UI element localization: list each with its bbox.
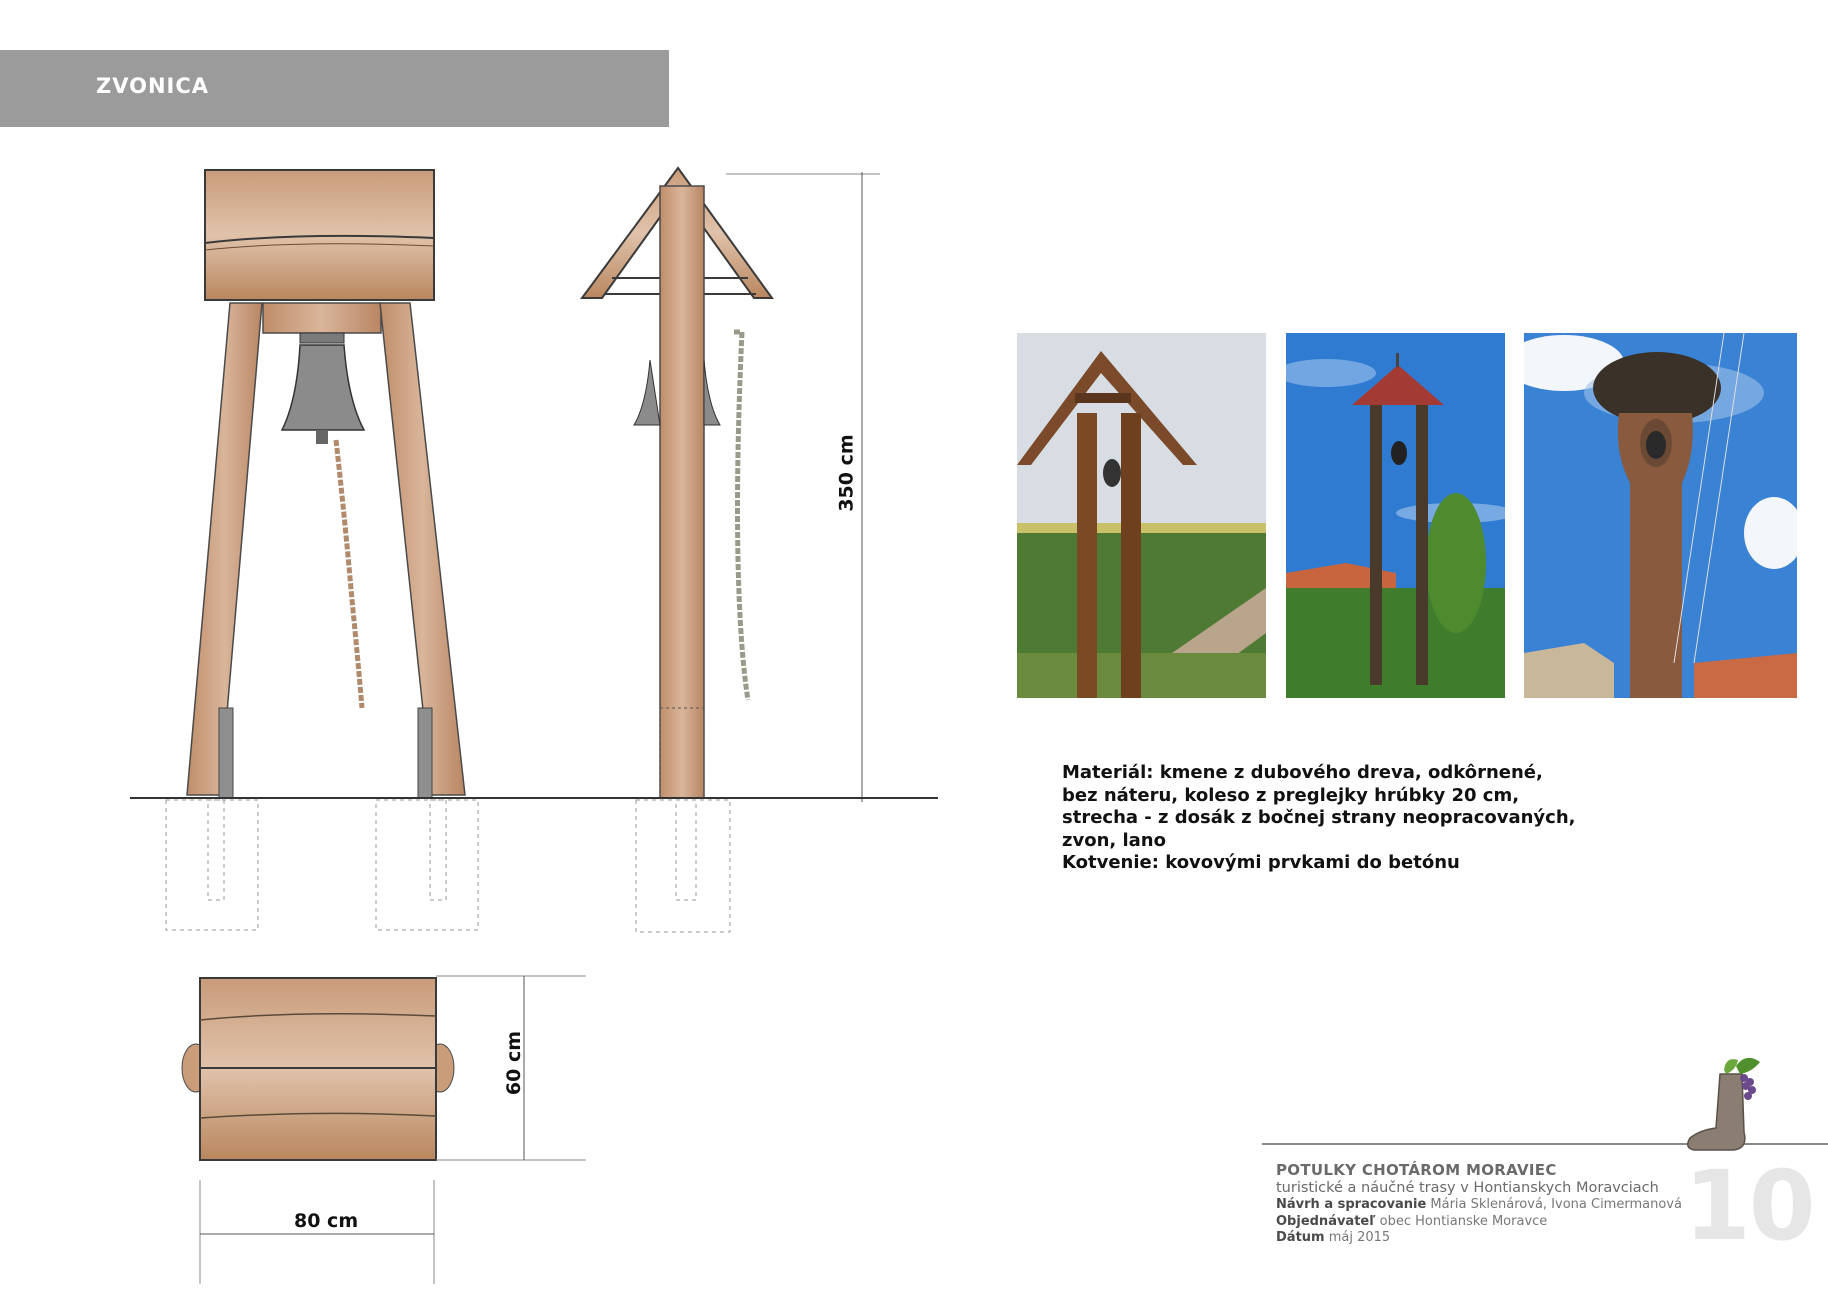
photo-round-roof-bell-tower <box>1524 333 1797 698</box>
width-dimension: 80 cm <box>294 1210 359 1232</box>
material-line: strecha - z dosák z bočnej strany neopracovaných, <box>1062 807 1576 828</box>
photo-village-bell-tower <box>1286 333 1505 698</box>
photo-field-bell-tower <box>1017 333 1266 698</box>
height-dimension: 350 cm <box>835 434 858 512</box>
boot-logo-icon <box>1686 1052 1766 1160</box>
date-row <box>1276 1230 1682 1247</box>
date-label: Dátum <box>1276 1230 1325 1245</box>
anchoring-line: Kotvenie: kovovými prvkami do betónu <box>1062 852 1460 873</box>
client-label: Objednávateľ <box>1276 1213 1376 1229</box>
design-value: Mária Sklenárová, Ivona Cimermanová <box>1430 1197 1682 1212</box>
side-view <box>582 168 772 932</box>
material-line: bez náteru, koleso z preglejky hrúbky 20 cm, <box>1062 784 1520 806</box>
top-view <box>182 978 454 1160</box>
material-line: Materiál: kmene z dubového dreva, odkôrnené, <box>1062 762 1543 783</box>
project-name: POTULKY CHOTÁROM MORAVIEC <box>1276 1161 1557 1179</box>
page-number: 10 <box>1684 1150 1814 1262</box>
depth-dimension: 60 cm <box>503 1030 526 1096</box>
date-value: máj 2015 <box>1328 1230 1391 1245</box>
footer-info <box>1276 1161 1682 1247</box>
front-view <box>166 170 478 930</box>
client-value: obec Hontianske Moravce <box>1379 1213 1548 1229</box>
design-label: Návrh a spracovanie <box>1276 1197 1427 1212</box>
design-row <box>1276 1197 1682 1214</box>
material-line: zvon, lano <box>1062 829 1166 851</box>
page-title: ZVONICA <box>96 74 210 98</box>
project-subtitle: turistické a náučné trasy v Hontianskych Moravciach <box>1276 1180 1659 1196</box>
material-description <box>1062 762 1582 875</box>
client-row <box>1276 1214 1682 1231</box>
